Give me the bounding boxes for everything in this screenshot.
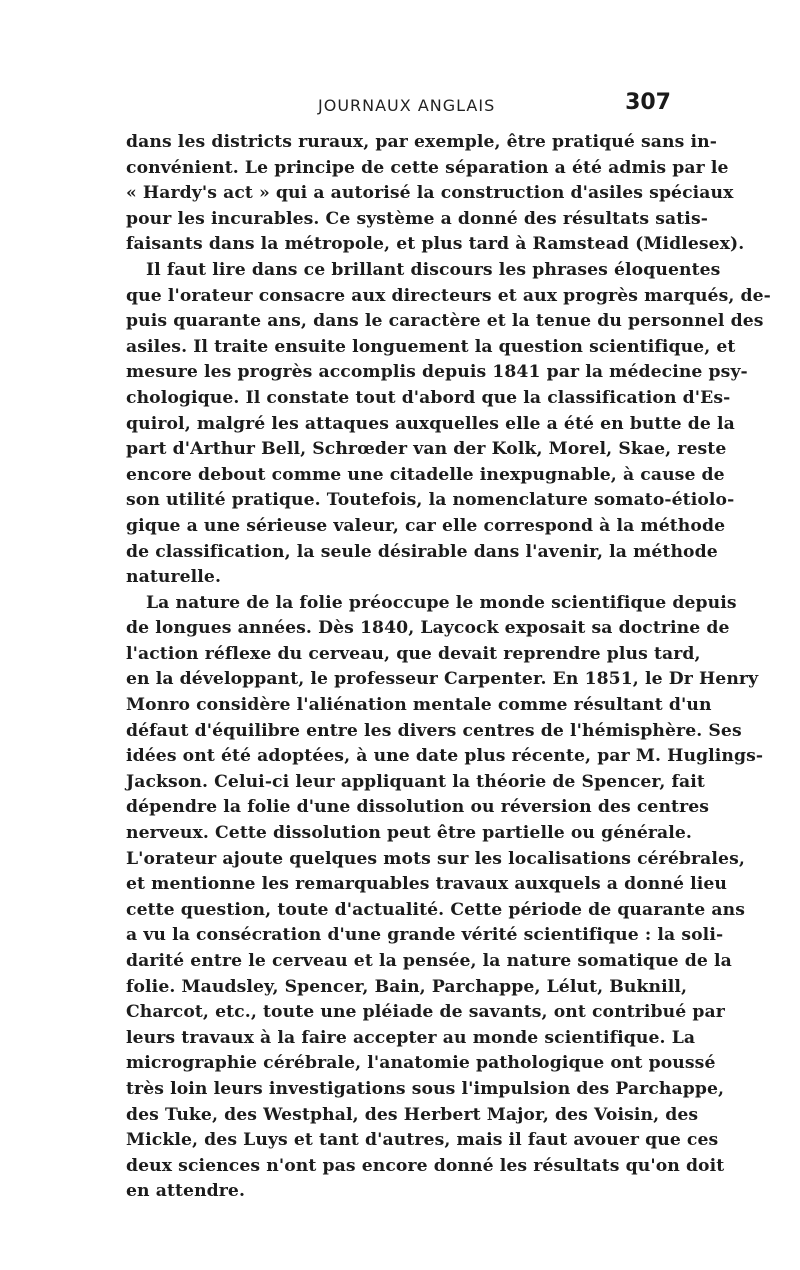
paragraph bbox=[126, 130, 745, 258]
text-line: deux sciences n'ont pas encore donné les résultats qu'on doit bbox=[126, 1155, 725, 1176]
text-line: Mickle, des Luys et tant d'autres, mais il faut avouer que ces bbox=[126, 1130, 719, 1151]
text-line: La nature de la folie préoccupe le monde scientifique depuis bbox=[146, 592, 737, 613]
text-line: Monro considère l'aliénation mentale comme résultant d'un bbox=[126, 695, 712, 716]
text-line: micrographie cérébrale, l'anatomie pathologique ont poussé bbox=[126, 1053, 716, 1074]
running-title: JOURNAUX ANGLAIS bbox=[318, 96, 496, 115]
text-line: faisants dans la métropole, et plus tard à Ramstead (Midlesex). bbox=[126, 234, 745, 255]
text-line: son utilité pratique. Toutefois, la nomenclature somato-étiolo- bbox=[126, 490, 735, 511]
text-line: darité entre le cerveau et la pensée, la nature somatique de la bbox=[126, 951, 732, 971]
text-line: dépendre la folie d'une dissolution ou réversion des centres bbox=[126, 797, 710, 818]
text-line: leurs travaux à la faire accepter au monde scientifique. La bbox=[126, 1027, 696, 1048]
text-line: Jackson. Celui-ci leur appliquant la théorie de Spencer, fait bbox=[126, 771, 705, 792]
text-line: idées ont été adoptées, à une date plus récente, par M. Huglings- bbox=[126, 746, 764, 767]
running-head bbox=[126, 90, 671, 124]
text-line: puis quarante ans, dans le caractère et la tenue du personnel des bbox=[126, 311, 764, 332]
text-line: nerveux. Cette dissolution peut être partielle ou générale. bbox=[126, 823, 693, 844]
text-line: « Hardy's act » qui a autorisé la construction d'asiles spéciaux bbox=[126, 183, 734, 204]
text-line: de longues années. Dès 1840, Laycock exposait sa doctrine de bbox=[126, 618, 730, 639]
text-line: gique a une sérieuse valeur, car elle correspond à la méthode bbox=[126, 515, 726, 536]
text-line: pour les incurables. Ce système a donné des résultats satis- bbox=[126, 208, 708, 229]
text-line: a vu la consécration d'une grande vérité scientifique : la soli- bbox=[126, 925, 724, 946]
page-number: 307 bbox=[625, 90, 671, 115]
text-line: l'action réflexe du cerveau, que devait reprendre plus tard, bbox=[126, 643, 701, 664]
text-line: quirol, malgré les attaques auxquelles elle a été en butte de la bbox=[126, 413, 735, 434]
text-line: encore debout comme une citadelle inexpugnable, à cause de bbox=[126, 464, 725, 485]
paragraph bbox=[126, 591, 764, 1205]
paragraph bbox=[126, 258, 771, 591]
text-line: convénient. Le principe de cette séparation a été admis par le bbox=[126, 157, 729, 178]
text-line: cette question, toute d'actualité. Cette période de quarante ans bbox=[126, 899, 746, 920]
text-line: asiles. Il traite ensuite longuement la question scientifique, et bbox=[126, 336, 736, 357]
text-line: mesure les progrès accomplis depuis 1841 par la médecine psy- bbox=[126, 362, 748, 383]
text-line: dans les districts ruraux, par exemple, être pratiqué sans in- bbox=[126, 132, 717, 152]
text-line: Charcot, etc., toute une pléiade de savants, ont contribué par bbox=[126, 1002, 725, 1023]
text-line: part d'Arthur Bell, Schrœder van der Kolk, Morel, Skae, reste bbox=[126, 439, 727, 460]
text-line: défaut d'équilibre entre les divers centres de l'hémisphère. Ses bbox=[126, 720, 742, 741]
text-line: très loin leurs investigations sous l'impulsion des Parchappe, bbox=[126, 1078, 725, 1099]
text-line: et mentionne les remarquables travaux auxquels a donné lieu bbox=[126, 874, 728, 895]
text-line: que l'orateur consacre aux directeurs et aux progrès marqués, de- bbox=[126, 285, 771, 306]
text-line: en attendre. bbox=[126, 1181, 246, 1202]
text-line: des Tuke, des Westphal, des Herbert Major, des Voisin, des bbox=[126, 1104, 699, 1125]
body-text bbox=[126, 130, 771, 1205]
text-line: de classification, la seule désirable dans l'avenir, la méthode bbox=[126, 541, 718, 562]
text-line: L'orateur ajoute quelques mots sur les localisations cérébrales, bbox=[126, 848, 745, 869]
text-line: Il faut lire dans ce brillant discours les phrases éloquentes bbox=[146, 259, 721, 280]
text-line: folie. Maudsley, Spencer, Bain, Parchappe, Lélut, Buknill, bbox=[126, 976, 688, 997]
text-line: chologique. Il constate tout d'abord que la classification d'Es- bbox=[126, 387, 731, 408]
text-line: naturelle. bbox=[126, 567, 222, 588]
text-line: en la développant, le professeur Carpenter. En 1851, le Dr Henry bbox=[126, 669, 759, 690]
